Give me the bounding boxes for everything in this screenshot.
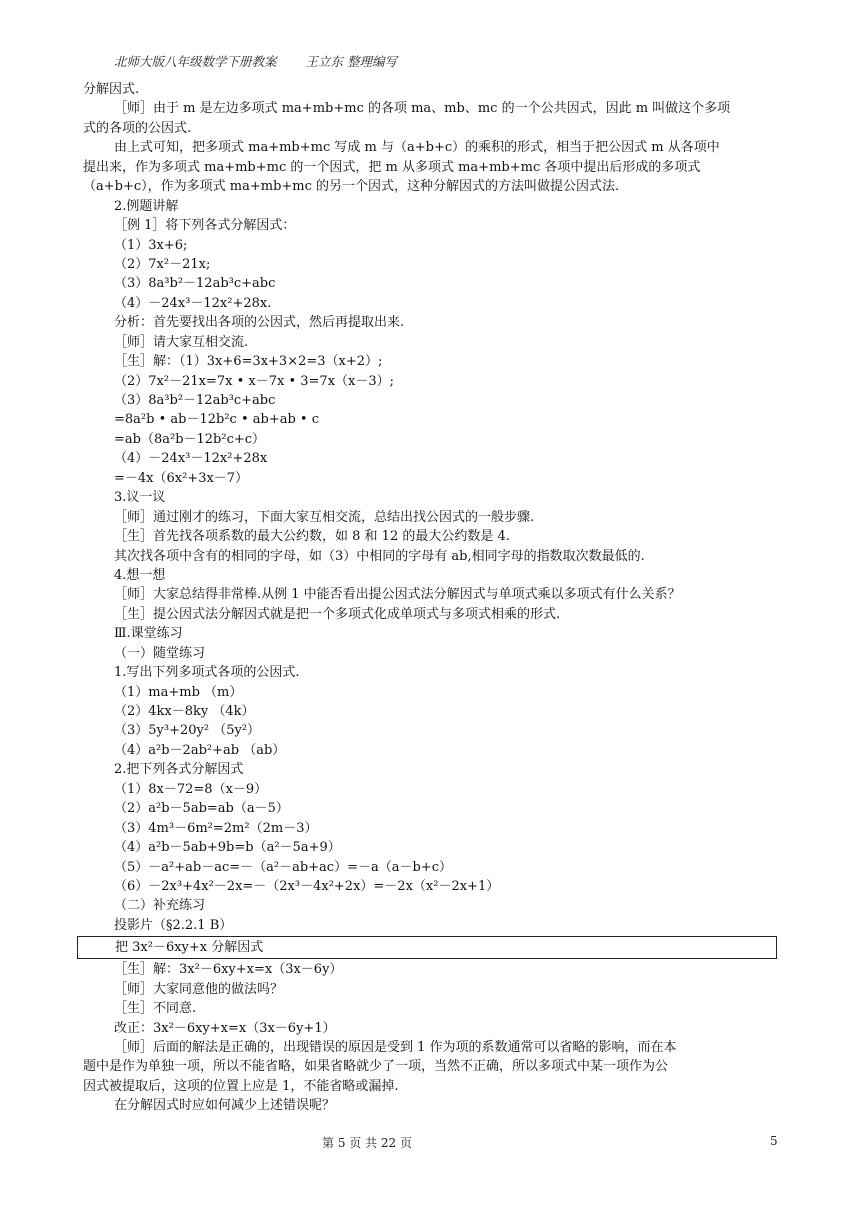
page-footer [0,1134,860,1154]
text-line: （2）a²b－5ab=ab（a－5） [114,801,289,817]
text-line: ［师］后面的解法是正确的，出现错误的原因是受到 1 作为项的系数通常可以省略的影响，而在本 [114,1040,677,1055]
text-line: （1）8x－72=8（x－9） [114,781,268,797]
text-line: （二）补充练习 [114,898,206,914]
text-line: 2.把下列各式分解因式 [114,762,244,778]
text-line: 其次找各项中含有的相同的字母，如（3）中相同的字母有 ab,相同字母的指数取次数最低的. [114,548,645,564]
text-line: 3.议一议 [114,490,166,506]
text-line: ［生］不同意. [114,1001,197,1017]
text-line: 分解因式. [83,82,140,97]
text-line: （a+b+c），作为多项式 ma+mb+mc 的另一个因式，这种分解因式的方法叫做提公因式法. [83,179,620,195]
text-line: 题中是作为单独一项，所以不能省略，如果省略就少了一项，当然不正确，所以多项式中某一项作为公 [83,1059,669,1075]
text-line: （2）4kx－8ky （4k） [114,704,255,719]
text-line: ［师］由于 m 是左边多项式 ma+mb+mc 的各项 ma、mb、mc 的一个公共因式，因此 m 叫做这个多项 [114,101,731,117]
text-line: ［例 1］将下列各式分解因式： [114,218,296,234]
text-line: （3）4m³－6m²=2m²（2m－3） [114,820,318,836]
text-line: （2）7x²－21x=7x • x－7x • 3=7x（x－3）; [114,373,395,389]
page-header: 北师大版八年级数学下册教案 王立东 整理编写 [114,54,397,69]
text-line: （4）－24x³－12x²+28x [114,451,268,467]
text-line: 提出来，作为多项式 ma+mb+mc 的一个因式，把 m 从多项式 ma+mb+mc 各项中提出后形成的多项式 [83,159,701,175]
text-line: 式的各项的公因式. [83,120,192,136]
text-line: 投影片（§2.2.1 B） [114,917,233,933]
text-line: （1）ma+mb （m） [114,684,243,700]
text-line: 分析：首先要找出各项的公因式，然后再提取出来. [114,315,405,331]
text-line: （3）8a³b²－12ab³c+abc [114,276,276,292]
text-line: ［生］解：（1）3x+6=3x+3×2=3（x+2）; [114,354,383,370]
text-line: （5）－a²+ab－ac=－（a²－ab+ac）=－a（a－b+c） [114,859,452,875]
text-line: =8a²b • ab－12b²c • ab+ab • c [114,412,319,428]
text-line: （6）－2x³+4x²－2x=－（2x³－4x²+2x）=－2x（x²－2x+1） [114,878,500,894]
text-line: ［师］通过刚才的练习，下面大家互相交流，总结出找公因式的一般步骤. [114,509,535,525]
text-line: （4）－24x³－12x²+28x. [114,295,272,311]
document-body [83,80,783,1116]
text-line: 在分解因式时应如何减少上述错误呢？ [114,1098,336,1114]
text-line: 2.例题讲解 [114,198,179,214]
text-line: （4）a²b－5ab+9b=b（a²－5a+9） [114,840,341,856]
text-line: （3）5y³+20y² （5y²） [114,723,261,739]
text-line: ［师］请大家互相交流. [114,334,249,350]
text-line: ［师］大家同意他的做法吗？ [114,981,284,997]
text-line: （1）3x+6; [114,237,188,253]
page-number: 5 [770,1134,778,1148]
text-line: （3）8a³b²－12ab³c+abc [114,393,276,408]
boxed-exercise: 把 3x²－6xy+x 分解因式 [77,936,777,959]
text-line: （2）7x²－21x; [114,256,211,272]
text-line: =ab（8a²b－12b²c+c） [114,431,266,447]
text-line: 1.写出下列多项式各项的公因式. [114,665,300,681]
text-line: ［师］大家总结得非常棒.从例 1 中能否看出提公因式法分解因式与单项式乘以多项式有什么关系？ [114,587,681,603]
text-line: （一）随堂练习 [114,645,206,661]
text-line: ［生］首先找各项系数的最大公约数，如 8 和 12 的最大公约数是 4. [114,529,510,545]
text-line: ［生］解：3x²－6xy+x=x（3x－6y） [114,962,343,978]
text-line: 因式被提取后，这项的位置上应是 1，不能省略或漏掉. [83,1078,399,1094]
text-line: ［生］提公因式法分解因式就是把一个多项式化成单项式与多项式相乘的形式. [114,606,561,622]
text-line: 4.想一想 [114,567,166,583]
text-line: （4）a²b－2ab²+ab （ab） [114,742,286,758]
text-line: =－4x（6x²+3x－7） [114,470,249,486]
text-line: 改正：3x²－6xy+x=x（3x－6y+1） [114,1020,336,1036]
text-line: Ⅲ.课堂练习 [114,626,183,642]
text-line: 由上式可知，把多项式 ma+mb+mc 写成 m 与（a+b+c）的乘积的形式，相当于把公因式 m 从各项中 [114,140,720,156]
page-number-text: 第 5 页 共 22 页 [322,1136,412,1150]
